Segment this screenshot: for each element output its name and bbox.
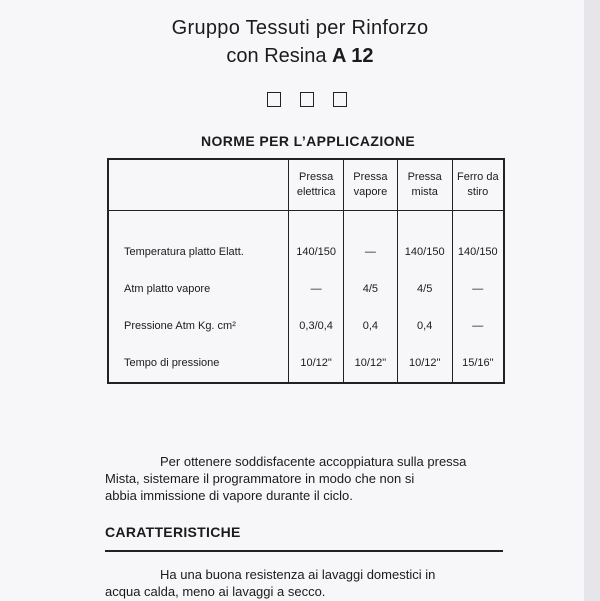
paragraph-line: Per ottenere soddisfacente accoppiatura sulla pressa xyxy=(160,454,467,469)
table-cell: 4/5 xyxy=(397,270,452,307)
table-cell: 0,4 xyxy=(344,308,398,345)
table-cell: 0,3/0,4 xyxy=(289,308,344,345)
header-pressa-mista: Pressa mista xyxy=(397,159,452,211)
row-label: Tempo di pressione xyxy=(124,357,220,370)
header-pressa-elettrica: Pressa elettrica xyxy=(289,159,344,211)
section-title: CARATTERISTICHE xyxy=(105,524,241,540)
document-title: Gruppo Tessuti per Rinforzo xyxy=(171,17,429,39)
paragraph-line: Ha una buona resistenza ai lavaggi domestici in xyxy=(160,567,436,582)
header-ferro-da-stiro: Ferro da stiro xyxy=(452,159,504,211)
section-divider xyxy=(105,550,503,552)
table-cell: 15/16" xyxy=(452,345,504,383)
table-cell: 140/150 xyxy=(452,211,504,271)
checkbox-square-3 xyxy=(333,92,347,107)
table-cell: — xyxy=(289,270,344,307)
document-subtitle: con Resina A 12 xyxy=(226,45,374,67)
table-row xyxy=(108,308,504,345)
table-header-row xyxy=(108,159,504,211)
page-edge xyxy=(584,0,600,601)
application-heading: NORME PER L’APPLICAZIONE xyxy=(201,133,416,149)
header-pressa-vapore: Pressa vapore xyxy=(344,159,398,211)
row-label: Pressione Atm Kg. cm² xyxy=(124,320,236,333)
table-cell: 140/150 xyxy=(289,211,344,271)
table-cell: 0,4 xyxy=(397,308,452,345)
row-label: Temperatura platto Elatt. xyxy=(124,245,244,258)
checkbox-group xyxy=(267,92,347,107)
row-label: Atm platto vapore xyxy=(124,283,211,296)
instruction-paragraph xyxy=(105,453,505,504)
paragraph-line: acqua calda, meno ai lavaggi a secco. xyxy=(105,584,326,599)
checkbox-square-2 xyxy=(300,92,314,107)
table-cell: — xyxy=(452,270,504,307)
header-blank xyxy=(108,159,289,211)
table-cell: — xyxy=(452,308,504,345)
table-cell: 10/12" xyxy=(289,345,344,383)
resin-code: A 12 xyxy=(332,45,374,67)
table-row xyxy=(108,211,504,271)
table-cell: — xyxy=(344,211,398,271)
table-cell: 4/5 xyxy=(344,270,398,307)
characteristics-paragraph xyxy=(105,566,505,600)
table-cell: 10/12" xyxy=(397,345,452,383)
checkbox-square-1 xyxy=(267,92,281,107)
table-row xyxy=(108,270,504,307)
table-row xyxy=(108,345,504,383)
table-cell: 140/150 xyxy=(397,211,452,271)
table-cell: 10/12" xyxy=(344,345,398,383)
paragraph-line: Mista, sistemare il programmatore in modo che non si xyxy=(105,471,415,486)
application-table xyxy=(107,158,505,384)
paragraph-line: abbia immissione di vapore durante il ciclo. xyxy=(105,488,353,503)
